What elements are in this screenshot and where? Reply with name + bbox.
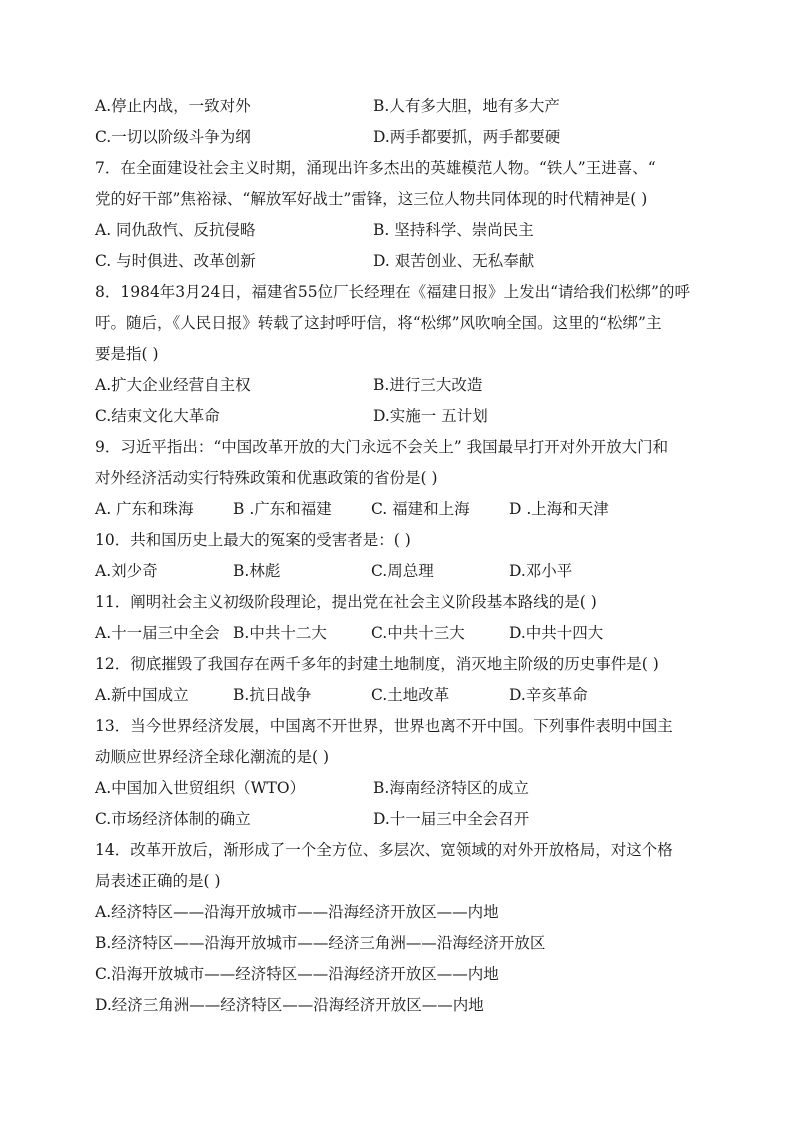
q8-stem-line-1: 8．1984年3月24日，福建省55位厂长经理在《福建日报》上发出“请给我们松绑”的呼 — [95, 283, 690, 301]
q13-stem-line-1: 13．当今世界经济发展，中国离不开世界，世界也离不开中国。下列事件表明中国主 — [95, 717, 673, 735]
q10-stem-line-1: 10．共和国历史上最大的冤案的受害者是：( ) — [95, 531, 411, 549]
q7-option-d[interactable]: D. 艰苦创业、无私奉献 — [373, 252, 535, 270]
q7-option-c[interactable]: C. 与时俱进、改革创新 — [95, 252, 256, 270]
q7-stem-line-1: 7．在全面建设社会主义时期，涌现出许多杰出的英雄模范人物。“铁人”王进喜、“ — [95, 159, 656, 177]
q14-option-d[interactable]: D.经济三角洲——经济特区——沿海经济开放区——内地 — [95, 996, 484, 1014]
q9-option-b[interactable]: B .广东和福建 — [233, 500, 332, 518]
q6-option-b[interactable]: B.人有多大胆，地有多大产 — [373, 97, 560, 115]
q12-option-d[interactable]: D.辛亥革命 — [509, 686, 588, 704]
q7-option-a[interactable]: A. 同仇敌忾、反抗侵略 — [95, 221, 256, 239]
q8-stem-line-2: 吁。随后，《人民日报》转载了这封呼吁信，将“松绑”风吹响全国。这里的“松绑”主 — [95, 314, 662, 332]
q13-options-row-1 — [95, 773, 700, 804]
q9-stem-line-2: 对外经济活动实行特殊政策和优惠政策的省份是( ) — [95, 469, 438, 487]
q10-options-row — [95, 556, 700, 587]
q13-stem-line-2: 动顺应世界经济全球化潮流的是( ) — [95, 748, 330, 766]
q13-option-d[interactable]: D.十一届三中全会召开 — [373, 810, 530, 828]
q8-option-a[interactable]: A.扩大企业经营自主权 — [95, 376, 251, 394]
q7-options-row-1 — [95, 215, 700, 246]
q6-option-c[interactable]: C.一切以阶级斗争为纲 — [95, 128, 251, 146]
q11-option-b[interactable]: B.中共十二大 — [233, 624, 327, 642]
q11-option-c[interactable]: C.中共十三大 — [371, 624, 465, 642]
q7-option-b[interactable]: B. 坚持科学、崇尚民主 — [373, 221, 534, 239]
q12-options-row — [95, 680, 700, 711]
q8-option-c[interactable]: C.结束文化大革命 — [95, 407, 220, 425]
q10-option-b[interactable]: B.林彪 — [233, 562, 281, 580]
q12-option-b[interactable]: B.抗日战争 — [233, 686, 312, 704]
q6-option-a[interactable]: A.停止内战，一致对外 — [95, 97, 251, 115]
q10-option-c[interactable]: C.周总理 — [371, 562, 434, 580]
q6-options-row-2 — [95, 122, 700, 153]
q13-option-c[interactable]: C.市场经济体制的确立 — [95, 810, 251, 828]
q9-option-d[interactable]: D .上海和天津 — [509, 500, 609, 518]
q10-option-a[interactable]: A.刘少奇 — [95, 562, 158, 580]
q8-options-row-2 — [95, 401, 700, 432]
q9-options-row — [95, 494, 700, 525]
q6-options-row-1 — [95, 91, 700, 122]
q14-option-c[interactable]: C.沿海开放城市——经济特区——沿海经济开放区——内地 — [95, 965, 499, 983]
q8-option-d[interactable]: D.实施一 五计划 — [373, 407, 488, 425]
exam-page — [95, 91, 700, 1021]
q11-options-row — [95, 618, 700, 649]
q12-option-c[interactable]: C.土地改革 — [371, 686, 450, 704]
q13-options-row-2 — [95, 804, 700, 835]
q9-option-a[interactable]: A. 广东和珠海 — [95, 500, 194, 518]
q8-option-b[interactable]: B.进行三大改造 — [373, 376, 483, 394]
q7-options-row-2 — [95, 246, 700, 277]
q9-stem-line-1: 9．习近平指出：“中国改革开放的大门永远不会关上” 我国最早打开对外开放大门和 — [95, 438, 669, 456]
q12-option-a[interactable]: A.新中国成立 — [95, 686, 189, 704]
q14-option-b[interactable]: B.经济特区——沿海开放城市——经济三角洲——沿海经济开放区 — [95, 934, 546, 952]
q11-option-a[interactable]: A.十一届三中全会 — [95, 624, 220, 642]
q6-option-d[interactable]: D.两手都要抓，两手都要硬 — [373, 128, 561, 146]
q14-stem-line-1: 14．改革开放后，渐形成了一个全方位、多层次、宽领域的对外开放格局，对这个格 — [95, 841, 673, 859]
q13-option-a[interactable]: A.中国加入世贸组织（WTO） — [95, 779, 306, 797]
q13-option-b[interactable]: B.海南经济特区的成立 — [373, 779, 529, 797]
q10-option-d[interactable]: D.邓小平 — [509, 562, 573, 580]
q14-option-a[interactable]: A.经济特区——沿海开放城市——沿海经济开放区——内地 — [95, 903, 499, 921]
q14-stem-line-2: 局表述正确的是( ) — [95, 872, 221, 890]
q12-stem-line-1: 12．彻底摧毁了我国存在两千多年的封建土地制度，消灭地主阶级的历史事件是( ) — [95, 655, 659, 673]
q8-stem-line-3: 要是指( ) — [95, 345, 159, 363]
q8-options-row-1 — [95, 370, 700, 401]
q7-stem-line-2: 党的好干部”焦裕禄、“解放军好战士”雷锋，这三位人物共同体现的时代精神是( ) — [95, 190, 648, 208]
q9-option-c[interactable]: C. 福建和上海 — [371, 500, 470, 518]
q11-option-d[interactable]: D.中共十四大 — [509, 624, 604, 642]
q11-stem-line-1: 11．阐明社会主义初级阶段理论，提出党在社会主义阶段基本路线的是( ) — [95, 593, 597, 611]
